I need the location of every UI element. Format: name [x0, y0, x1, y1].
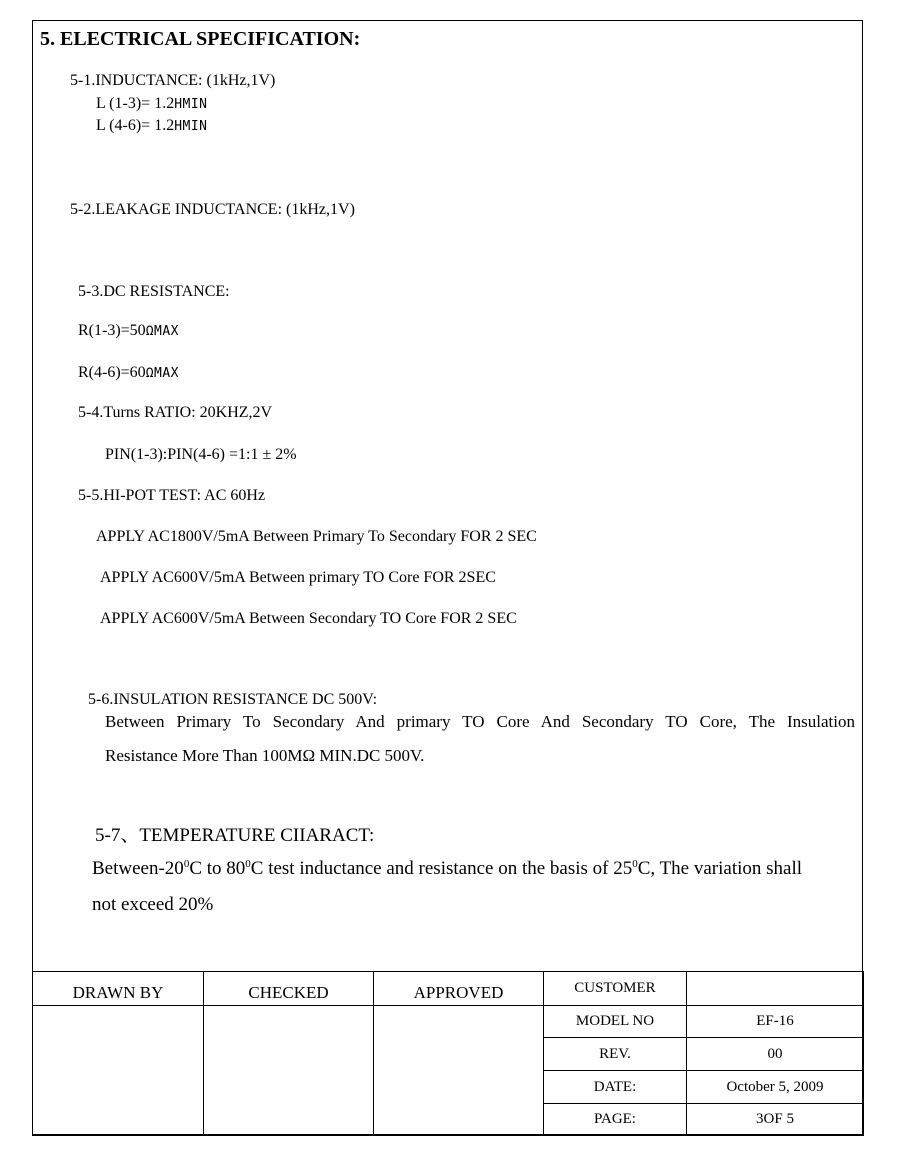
inductance-2-unit: HMIN [174, 119, 208, 134]
rev-label: REV. [544, 1038, 687, 1071]
date-value: October 5, 2009 [687, 1071, 864, 1104]
rev-value: 00 [687, 1038, 864, 1071]
checked-signature-cell [204, 1006, 374, 1136]
degree-sup-1: 0 [183, 858, 190, 870]
approved-signature-cell [374, 1006, 544, 1136]
drawn-by-label: DRAWN BY [33, 972, 204, 1006]
section-title: 5. ELECTRICAL SPECIFICATION: [40, 28, 361, 50]
checked-label: CHECKED [204, 972, 374, 1006]
leakage-heading: 5-2.LEAKAGE INDUCTANCE: (1kHz,1V) [70, 201, 355, 218]
hipot-line-2: APPLY AC600V/5mA Between primary TO Core FOR 2SEC [100, 569, 496, 586]
hipot-line-3: APPLY AC600V/5mA Between Secondary TO Core FOR 2 SEC [100, 610, 517, 627]
insulation-line-1: Between Primary To Secondary And primary TO Core And Secondary TO Core, The Insulation [105, 712, 855, 731]
degree-sup-2: 0 [245, 858, 251, 870]
resistance-line-2 [78, 364, 179, 382]
degree-sup-3: 0 [632, 858, 638, 870]
insulation-line-2: Resistance More Than 100MΩ MIN.DC 500V. [105, 746, 425, 765]
page-value: 3OF 5 [687, 1104, 864, 1136]
hipot-line-1: APPLY AC1800V/5mA Between Primary To Secondary FOR 2 SEC [96, 528, 537, 545]
resistance-line-1 [78, 322, 179, 340]
customer-label: CUSTOMER [544, 972, 687, 1006]
drawn-by-signature-cell [33, 1006, 204, 1136]
turns-ratio-heading: 5-4.Turns RATIO: 20KHZ,2V [78, 404, 273, 421]
turns-ratio-value: PIN(1-3):PIN(4-6) =1:1 ± 2% [105, 446, 297, 463]
hipot-heading: 5-5.HI-POT TEST: AC 60Hz [78, 487, 266, 504]
resistance-1-unit: ΩMAX [145, 324, 179, 339]
temp-text-b: C to 80 [189, 858, 246, 879]
date-label: DATE: [544, 1071, 687, 1104]
model-no-value: EF-16 [687, 1006, 864, 1038]
temp-text-d: C, The variation shall [637, 858, 803, 879]
inductance-1-value: L (1-3)= 1.2 [96, 95, 175, 112]
resistance-2-unit: ΩMAX [145, 366, 179, 381]
approved-label: APPROVED [374, 972, 544, 1006]
temperature-heading: 5-7、TEMPERATURE CIIARACT: [95, 825, 375, 846]
inductance-line-2 [96, 117, 208, 135]
temperature-line-2: not exceed 20% [92, 894, 214, 915]
model-no-label: MODEL NO [544, 1006, 687, 1038]
resistance-2-value: R(4-6)=60 [78, 364, 146, 381]
temperature-paragraph [92, 858, 802, 880]
insulation-heading: 5-6.INSULATION RESISTANCE DC 500V: [88, 691, 378, 708]
title-block-table [32, 971, 864, 1136]
inductance-2-value: L (4-6)= 1.2 [96, 117, 175, 134]
inductance-line-1 [96, 95, 208, 113]
inductance-1-unit: HMIN [174, 97, 208, 112]
page-label: PAGE: [544, 1104, 687, 1136]
temp-text-a: Between-20 [92, 858, 184, 879]
dc-resistance-heading: 5-3.DC RESISTANCE: [78, 283, 230, 300]
customer-value [687, 972, 864, 1006]
inductance-heading: 5-1.INDUCTANCE: (1kHz,1V) [70, 72, 276, 89]
temp-text-c: C test inductance and resistance on the basis of 25 [250, 858, 633, 879]
resistance-1-value: R(1-3)=50 [78, 322, 146, 339]
